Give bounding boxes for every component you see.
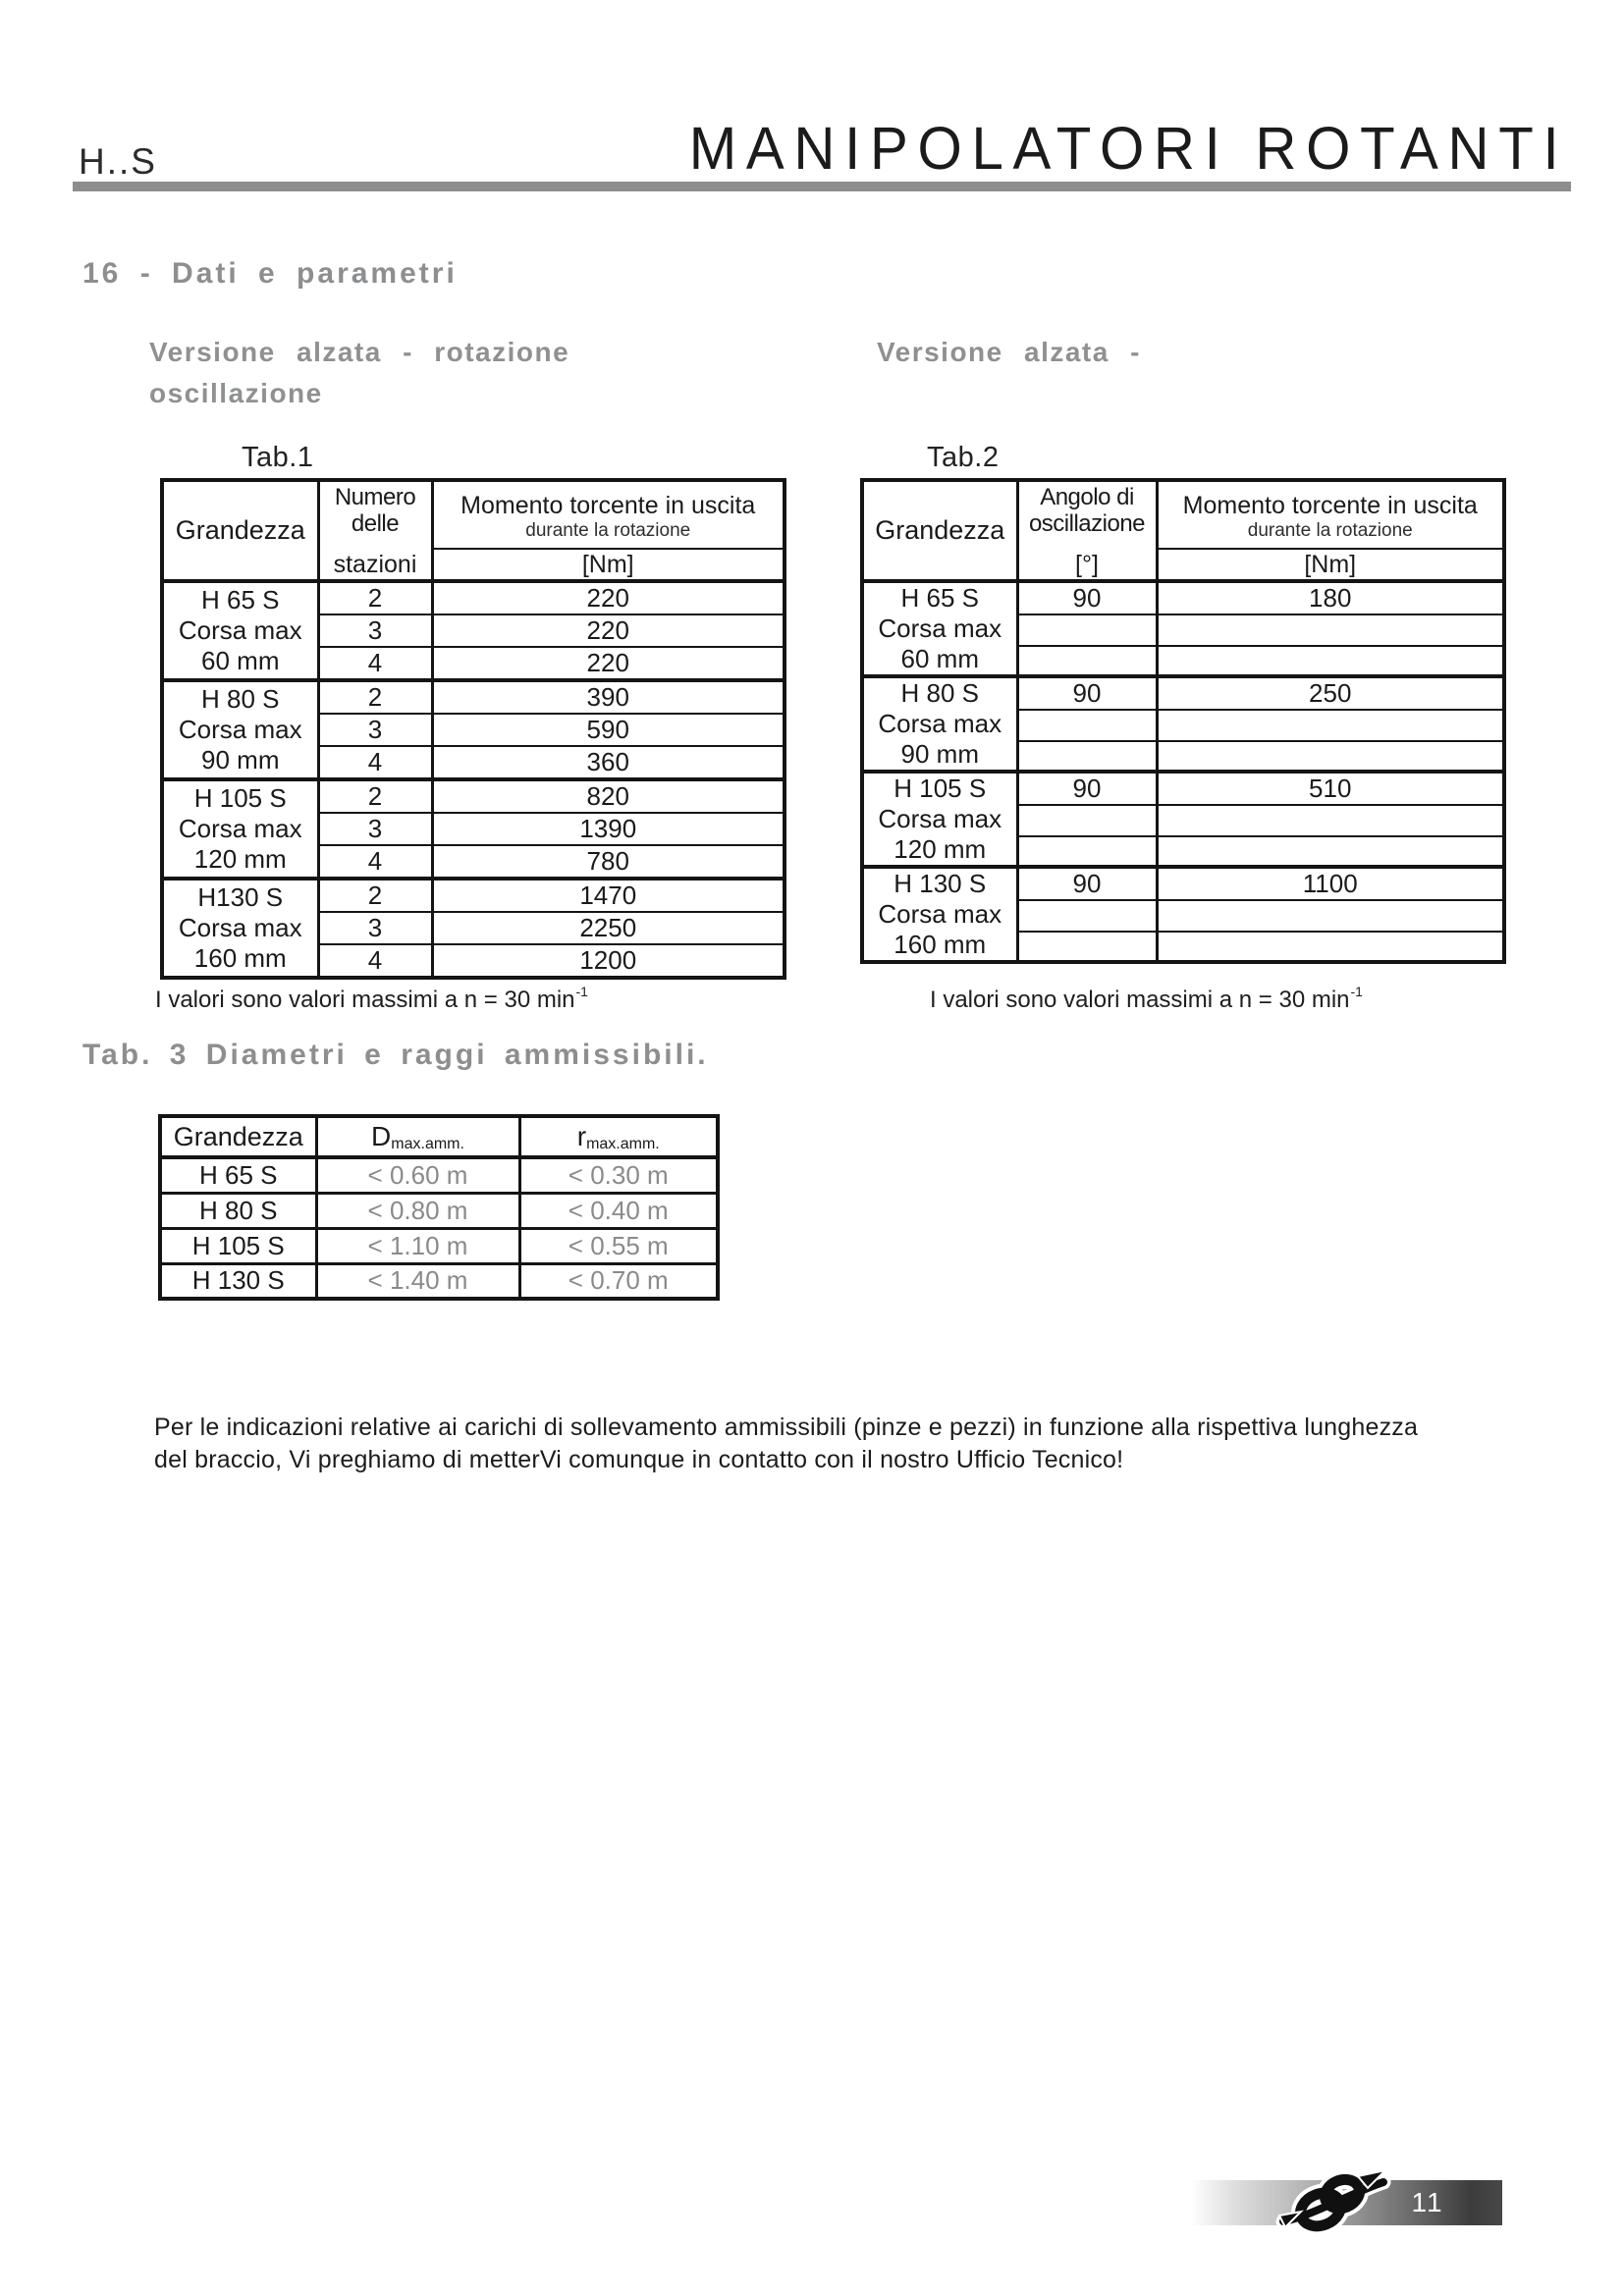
tab1-cell-1-2-col2: 4 <box>318 746 432 779</box>
tab1-cell-2-2-col3: 780 <box>432 845 785 879</box>
tab2-cell-2-2-col3 <box>1157 836 1504 867</box>
tab2-cell-2-2-col2 <box>1017 836 1157 867</box>
tab2-cell-3-0-col3: 1100 <box>1157 867 1504 900</box>
tab2-grandezza-1-line-0: H 80 S <box>900 678 979 708</box>
tab3-row-3 <box>160 1263 718 1299</box>
tab2-cell-3-0-col2: 90 <box>1017 867 1157 900</box>
model-code: H..S <box>79 141 157 182</box>
tab1-note-text: I valori sono valori massimi a n = 30 min <box>155 987 575 1013</box>
tab1-header-mid-line-0: Numero <box>334 484 416 510</box>
tab1-header-moment <box>432 480 785 549</box>
tab3-row-1 <box>160 1193 718 1228</box>
tab2-grandezza-3-line-1: Corsa max <box>878 899 1002 929</box>
tab2-header-unit: [Nm] <box>1157 549 1504 581</box>
tab2-grandezza-0 <box>862 581 1017 676</box>
tab2-grandezza-1 <box>862 676 1017 772</box>
tab1-row-1-0 <box>162 680 785 714</box>
tab1-cell-0-2-col2: 4 <box>318 647 432 680</box>
tab2-row-0-0 <box>862 581 1504 614</box>
tab1-grandezza-2-line-0: H 105 S <box>193 783 287 813</box>
tab1-header-moment-title: Momento torcente in uscita <box>460 491 756 519</box>
tab3-dmax-1: < 0.80 m <box>316 1193 519 1228</box>
tab2-header-mid-wrap <box>1019 482 1156 579</box>
tab3-grandezza-0: H 65 S <box>160 1157 316 1193</box>
tab1-grandezza-1-line-1: Corsa max <box>178 715 302 744</box>
tab2-grandezza-1-line-2: 90 mm <box>900 739 979 769</box>
tab1-header-mid-bottom: stazioni <box>333 551 417 578</box>
tab1-note-sup: -1 <box>575 984 588 999</box>
tab1-cell-3-0-col3: 1470 <box>432 879 785 912</box>
tab3-row-0 <box>160 1157 718 1193</box>
tab1-cell-0-0-col2: 2 <box>318 581 432 614</box>
tab3-header-row <box>160 1116 718 1157</box>
tab2-grandezza-2-line-0: H 105 S <box>893 774 987 803</box>
tab2-row-2-0 <box>862 772 1504 805</box>
tab1-grandezza-0-line-0: H 65 S <box>201 585 280 614</box>
tab1-cell-0-2-col3: 220 <box>432 647 785 680</box>
tab3-rmax-3: < 0.70 m <box>519 1263 718 1299</box>
tab2-cell-2-1-col2 <box>1017 805 1157 835</box>
section-heading: 16 - Dati e parametri <box>82 257 458 290</box>
tab1-label: Tab.1 <box>242 442 314 473</box>
tab3-header-grandezza: Grandezza <box>160 1116 316 1157</box>
tab1-grandezza-1-line-0: H 80 S <box>201 684 280 714</box>
subheading-right: Versione alzata - <box>877 337 1141 367</box>
tab2-cell-0-2-col3 <box>1157 646 1504 676</box>
tab2-header-moment-title: Momento torcente in uscita <box>1182 491 1478 519</box>
tab2-header-row-1 <box>862 480 1504 549</box>
tab2-grandezza-0-line-0: H 65 S <box>900 583 979 613</box>
tab1-grandezza-2-line-2: 120 mm <box>193 844 287 874</box>
tab2-table <box>860 478 1506 964</box>
tab3-row-2 <box>160 1228 718 1263</box>
tab3-header-rmax: rmax.amm. <box>519 1116 718 1157</box>
tab1-header-row-1 <box>162 480 785 549</box>
tab1-grandezza-1-line-2: 90 mm <box>201 745 280 774</box>
tab1-header-moment-sub: durante la rotazione <box>525 519 691 541</box>
tab1-cell-0-0-col3: 220 <box>432 581 785 614</box>
tab2-cell-3-2-col3 <box>1157 932 1504 962</box>
tab2-header-mid <box>1017 480 1157 581</box>
tab1-header-unit: [Nm] <box>432 549 785 581</box>
tab1-grandezza-2-line-1: Corsa max <box>178 814 302 843</box>
tab2-cell-0-0-col3: 180 <box>1157 581 1504 614</box>
tab3-table <box>158 1114 720 1301</box>
tab2-grandezza-0-line-1: Corsa max <box>878 614 1002 643</box>
tab1-row-3-0 <box>162 879 785 912</box>
tab3-dmax-0: < 0.60 m <box>316 1157 519 1193</box>
tab2-cell-1-2-col3 <box>1157 741 1504 772</box>
header-rule <box>73 182 1571 191</box>
page-title: MANIPOLATORI ROTANTI <box>688 115 1568 183</box>
tab1-grandezza-3-line-2: 160 mm <box>193 943 287 973</box>
tab2-cell-3-1-col2 <box>1017 900 1157 931</box>
tab1-grandezza-1 <box>162 680 318 779</box>
tab1-table <box>160 478 786 980</box>
tab1-cell-1-0-col2: 2 <box>318 680 432 714</box>
tab1-grandezza-3 <box>162 879 318 978</box>
tab2-cell-3-2-col2 <box>1017 932 1157 962</box>
tab2-grandezza-0-line-2: 60 mm <box>900 644 979 673</box>
tab3-dmax-3: < 1.40 m <box>316 1263 519 1299</box>
tab2-row-3-0 <box>862 867 1504 900</box>
tab2-header-moment-sub: durante la rotazione <box>1247 519 1413 541</box>
tab1-grandezza-3-line-1: Corsa max <box>178 913 302 942</box>
tab1-header-grandezza: Grandezza <box>162 480 318 581</box>
tab1-cell-3-2-col3: 1200 <box>432 944 785 978</box>
tab1-row-0-0 <box>162 581 785 614</box>
tab1-header-mid <box>318 480 432 581</box>
tab1-grandezza-0-line-1: Corsa max <box>178 615 302 645</box>
page-number: 11 <box>1411 2187 1444 2217</box>
tab1-cell-0-1-col2: 3 <box>318 614 432 647</box>
tab3-grandezza-1: H 80 S <box>160 1193 316 1228</box>
subheading-left-line2: oscillazione <box>149 378 323 408</box>
tab1-cell-2-1-col2: 3 <box>318 813 432 845</box>
tab2-cell-0-1-col2 <box>1017 614 1157 645</box>
tab2-cell-0-1-col3 <box>1157 614 1504 645</box>
tab1-cell-2-1-col3: 1390 <box>432 813 785 845</box>
tab2-cell-1-0-col3: 250 <box>1157 676 1504 710</box>
body-paragraph: Per le indicazioni relative ai carichi di sollevamento ammissibili (pinze e pezzi) in funzione alla rispettiva lunghezza del braccio, Vi preghiamo di metterVi comunque in contatto con il nostro Ufficio Tecnico! <box>154 1414 1419 1473</box>
tab3-rmax-0: < 0.30 m <box>519 1157 718 1193</box>
tab2-cell-1-0-col2: 90 <box>1017 676 1157 710</box>
tab1-grandezza-2 <box>162 779 318 879</box>
tab2-note-text: I valori sono valori massimi a n = 30 min <box>930 987 1350 1013</box>
tab2-grandezza-3-line-2: 160 mm <box>893 930 987 959</box>
tab3-dmax-2: < 1.10 m <box>316 1228 519 1263</box>
tab2-grandezza-3-line-0: H 130 S <box>893 869 987 898</box>
tab2-cell-1-1-col3 <box>1157 710 1504 740</box>
tab2-note <box>930 986 1362 1014</box>
tab2-header-mid-line-0: Angolo di <box>1040 484 1134 510</box>
tab1-cell-1-1-col3: 590 <box>432 714 785 746</box>
subheading-left <box>149 332 569 414</box>
tab1-cell-3-1-col2: 3 <box>318 912 432 944</box>
subheading-left-line1: Versione alzata - rotazione <box>149 337 570 367</box>
tab3-grandezza-2: H 105 S <box>160 1228 316 1263</box>
tab2-header-mid-top <box>1019 484 1156 537</box>
tab3-rmax-2: < 0.55 m <box>519 1228 718 1263</box>
tab1-cell-2-0-col3: 820 <box>432 779 785 813</box>
tab2-grandezza-2 <box>862 772 1017 867</box>
tab3-grandezza-3: H 130 S <box>160 1263 316 1299</box>
tab1-grandezza-3-line-0: H130 S <box>197 882 284 912</box>
tab3-rmax-1: < 0.40 m <box>519 1193 718 1228</box>
tab2-cell-1-1-col2 <box>1017 710 1157 740</box>
tab1-header-mid-top <box>320 484 431 537</box>
tab3-header-dmax: Dmax.amm. <box>316 1116 519 1157</box>
tab2-cell-0-0-col2: 90 <box>1017 581 1157 614</box>
tab1-cell-1-2-col3: 360 <box>432 746 785 779</box>
tab2-cell-2-0-col3: 510 <box>1157 772 1504 805</box>
tab1-cell-2-0-col2: 2 <box>318 779 432 813</box>
tab1-cell-3-1-col3: 2250 <box>432 912 785 944</box>
tab2-cell-1-2-col2 <box>1017 741 1157 772</box>
tab1-cell-0-1-col3: 220 <box>432 614 785 647</box>
tab2-grandezza-3 <box>862 867 1017 962</box>
brand-logo-icon <box>1275 2157 1391 2247</box>
tab2-cell-2-1-col3 <box>1157 805 1504 835</box>
tab2-note-sup: -1 <box>1350 984 1363 999</box>
tab1-cell-2-2-col2: 4 <box>318 845 432 879</box>
tab1-grandezza-0-line-2: 60 mm <box>201 646 280 675</box>
tab2-header-mid-line-1: oscillazione <box>1028 510 1146 537</box>
tab1-cell-3-2-col2: 4 <box>318 944 432 978</box>
tab1-header-mid-wrap <box>320 482 431 579</box>
tab1-cell-1-0-col3: 390 <box>432 680 785 714</box>
tab2-row-1-0 <box>862 676 1504 710</box>
tab2-cell-3-1-col3 <box>1157 900 1504 931</box>
tab2-grandezza-1-line-1: Corsa max <box>878 709 1002 738</box>
tab2-cell-2-0-col2: 90 <box>1017 772 1157 805</box>
tab1-cell-3-0-col2: 2 <box>318 879 432 912</box>
footer-bar <box>1191 2180 1502 2225</box>
tab1-cell-1-1-col2: 3 <box>318 714 432 746</box>
tab2-header-moment <box>1157 480 1504 549</box>
tab3-heading: Tab. 3 Diametri e raggi ammissibili. <box>82 1039 709 1071</box>
tab1-grandezza-0 <box>162 581 318 680</box>
tab1-note <box>155 986 587 1014</box>
tab2-header-mid-bottom: [°] <box>1075 551 1099 578</box>
tab1-row-2-0 <box>162 779 785 813</box>
tab2-label: Tab.2 <box>927 442 1000 473</box>
tab2-header-grandezza: Grandezza <box>862 480 1017 581</box>
tab2-cell-0-2-col2 <box>1017 646 1157 676</box>
tab2-grandezza-2-line-1: Corsa max <box>878 804 1002 833</box>
tab2-grandezza-2-line-2: 120 mm <box>893 834 987 864</box>
tab1-header-mid-line-1: delle <box>351 510 400 537</box>
